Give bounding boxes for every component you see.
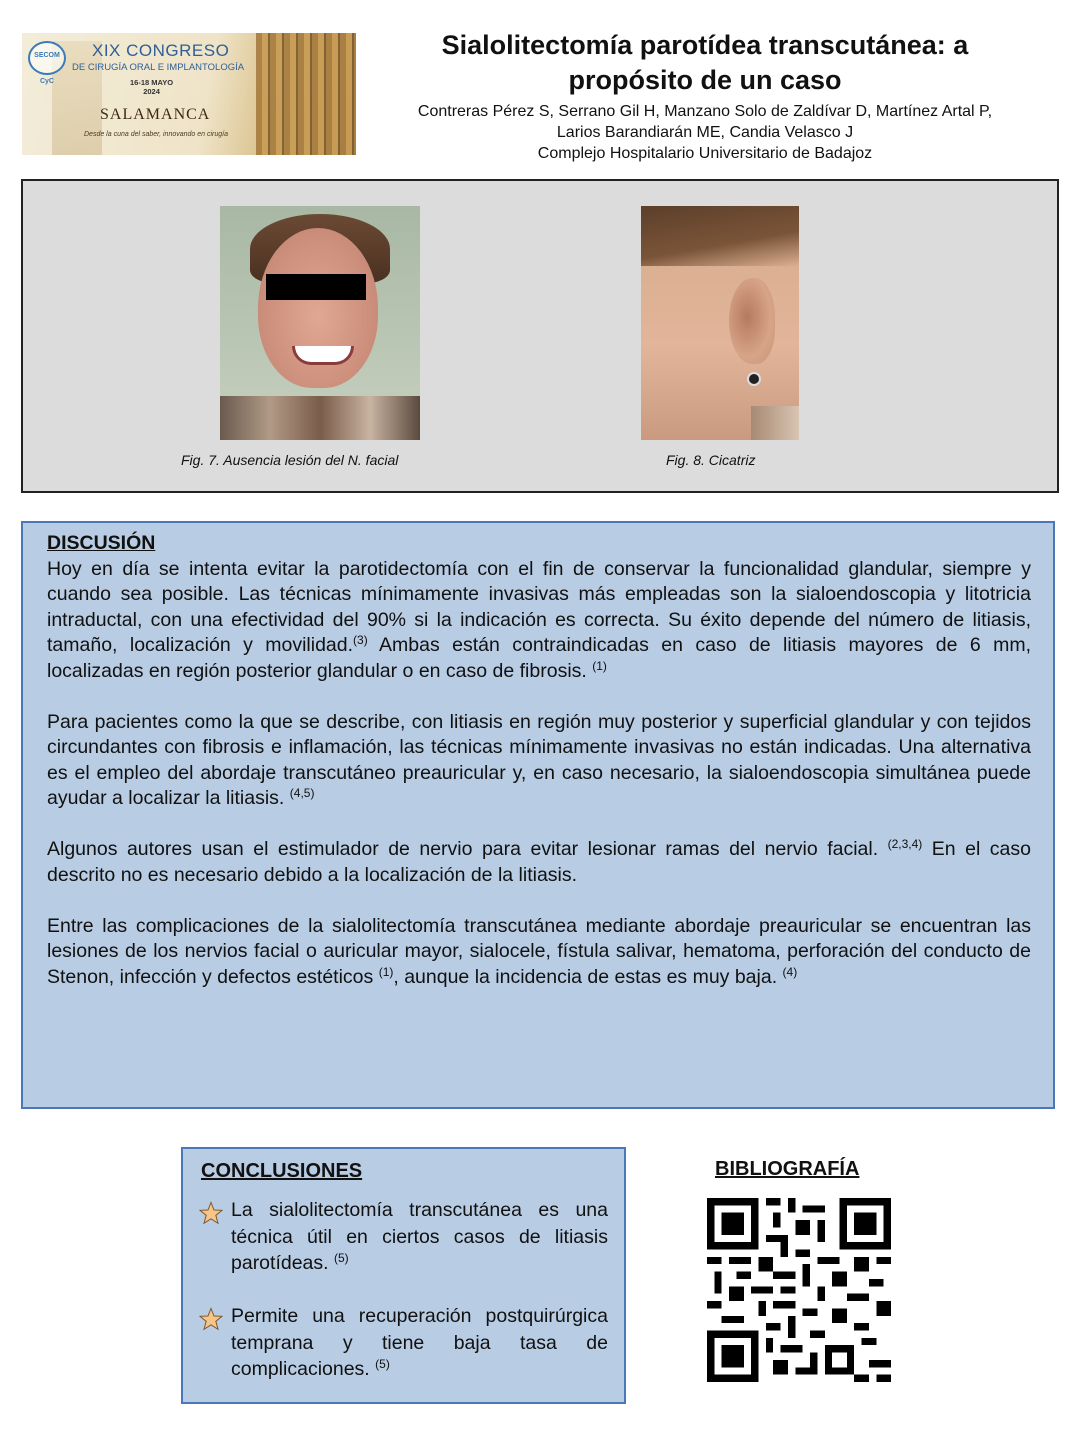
conclusions-heading: CONCLUSIONES <box>201 1160 363 1182</box>
secom-logo: SECOM CyC <box>28 41 66 75</box>
congress-subtitle: DE CIRUGÍA ORAL E IMPLANTOLOGÍA <box>72 62 245 73</box>
discussion-paragraph-2: Para pacientes como la que se describe, con litiasis en región muy posterior y superficial glandular y con tejidos circundantes con fibrosis e inflamación, las técnicas mínimamente invasivas no están indicadas. Una alternativa es el empleo del abordaje transcutáneo preauricular y, en caso necesario, la sialoendoscopia simultánea puede ayudar a localizar la litiasis. $^{(4,5)}$ <box>47 710 1031 809</box>
authors-line-2: Larios Barandiarán ME, Candia Velasco J <box>556 124 854 141</box>
ear <box>729 278 775 364</box>
congress-motto: Desde la cuna del saber, innovando en cirugía <box>84 131 228 138</box>
bibliography-heading: BIBLIOGRAFÍA <box>715 1158 860 1180</box>
congress-banner <box>22 33 356 155</box>
qr-code-icon[interactable] <box>707 1193 891 1387</box>
authors-line-1: Contreras Pérez S, Serrano Gil H, Manzano Solo de Zaldívar D, Martínez Artal P, <box>417 103 993 120</box>
smile <box>292 346 354 365</box>
affiliation: Complejo Hospitalario Universitario de Badajoz <box>537 145 873 162</box>
congress-dates: 16-18 MAYO 2024 <box>130 78 174 96</box>
discussion-section <box>21 521 1055 1109</box>
poster-title: Sialolitectomía parotídea transcutánea: a propósito de un caso <box>441 30 969 95</box>
conclusion-item-1: La sialolitectomía transcutánea es una técnica útil en ciertos casos de litiasis parotídeas. $^{(5)}$ <box>231 1199 608 1274</box>
earring <box>749 374 759 384</box>
scarf <box>220 396 420 440</box>
congress-name: XIX CONGRESO <box>92 41 230 60</box>
fig7-caption: Fig. 7. Ausencia lesión del N. facial <box>181 452 399 468</box>
fig8-photo-scar <box>641 206 799 440</box>
figures-panel <box>21 179 1059 493</box>
discussion-paragraph-4: Entre las complicaciones de la sialolitectomía transcutánea mediante abordaje preauricular se encuentran las lesiones de los nervios facial o auricular mayor, sialocele, fístula salivar, hematoma, perforación del conducto de Stenon, infección y defectos estéticos $^{(1)}$, aunque la incidencia de estas es muy baja. $^{(4)}$ <box>47 914 1031 988</box>
author-block <box>360 101 1050 164</box>
discussion-body <box>47 531 1031 1016</box>
facade-illustration <box>256 33 356 155</box>
scarf <box>751 406 799 440</box>
conclusions-section <box>181 1147 626 1404</box>
discussion-heading: DISCUSIÓN <box>47 532 156 554</box>
congress-city: SALAMANCA <box>100 106 211 123</box>
hair <box>641 206 799 266</box>
star-icon <box>199 1201 223 1225</box>
conclusion-item-2: Permite una recuperación postquirúrgica temprana y tiene baja tasa de complicaciones. $^{(5)}$ <box>231 1305 608 1380</box>
discussion-paragraph-1: Hoy en día se intenta evitar la parotidectomía con el fin de conservar la funcionalidad glandular, siempre y cuando sea posible. Las técnicas mínimamente invasivas más empleadas son la sialoendoscopia y litotricia intraductal, con una efectividad del 90% si la indicación es correcta. Su éxito depende del número de litiasis, tamaño, localización y movilidad.$^{(3)}$ Ambas están contraindicadas en caso de litiasis mayores de 6 mm, localizadas en región posterior glandular o en caso de fibrosis. $^{(1)}$ <box>47 557 1031 682</box>
star-icon <box>199 1307 223 1331</box>
fig8-caption: Fig. 8. Cicatriz <box>666 452 756 468</box>
censor-bar <box>266 274 366 300</box>
discussion-paragraph-3: Algunos autores usan el estimulador de nervio para evitar lesionar ramas del nervio facial. $^{(2,3,4)}$ En el caso descrito no es necesario debido a la localización de la litiasis. <box>47 837 1031 886</box>
fig7-photo-frontal <box>220 206 420 440</box>
